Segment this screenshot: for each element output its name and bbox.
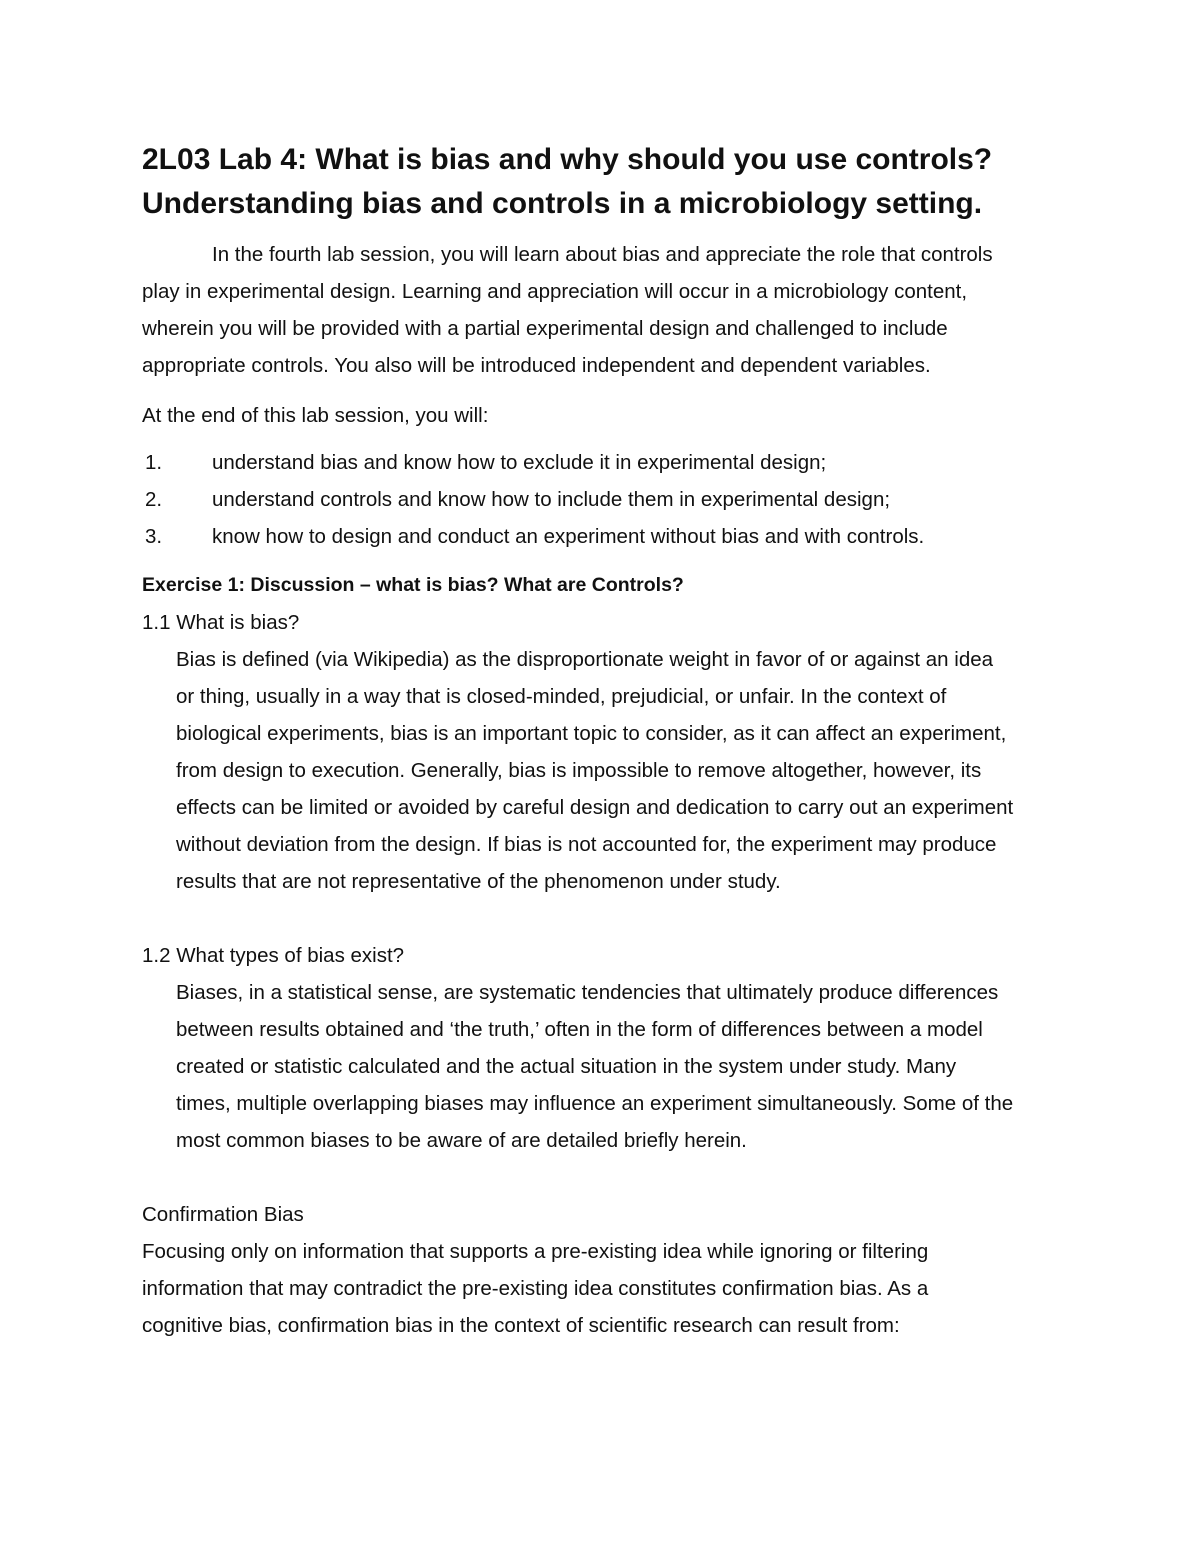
subsection-heading: Confirmation Bias [142,1203,304,1226]
title-line-1: 2L03 Lab 4: What is bias and why should you use controls? [142,143,993,176]
intro-line: appropriate controls. You also will be introduced independent and dependent variables. [142,354,931,377]
question-heading: 1.2 What types of bias exist? [142,944,405,967]
section-confirmation-bias [142,1196,1072,1344]
answer-line: results that are not representative of the phenomenon under study. [176,870,781,893]
section-types-of-bias [142,937,1072,1159]
answer-paragraph [142,641,1072,900]
answer-line: from design to execution. Generally, bias is impossible to remove altogether, however, its [176,759,982,782]
answer-line: biological experiments, bias is an important topic to consider, as it can affect an experiment, [176,722,1007,745]
body-line: Focusing only on information that supports a pre-existing idea while ignoring or filtering [142,1240,929,1263]
body-line: information that may contradict the pre-existing idea constitutes confirmation bias. As a [142,1277,929,1300]
document-title [142,138,1072,226]
list-number: 3. [145,525,163,548]
section-what-is-bias [142,604,1072,900]
spacer [142,900,1072,937]
exercise-heading: Exercise 1: Discussion – what is bias? What are Controls? [142,574,684,596]
list-number: 2. [145,488,163,511]
answer-line: Bias is defined (via Wikipedia) as the disproportionate weight in favor of or against an idea [176,648,994,671]
title-line-2: Understanding bias and controls in a microbiology setting. [142,187,983,220]
objectives-intro-text: At the end of this lab session, you will: [142,404,489,427]
question-heading: 1.1 What is bias? [142,611,300,634]
answer-line: most common biases to be aware of are detailed briefly herein. [176,1129,747,1152]
body-line: cognitive bias, confirmation bias in the context of scientific research can result from: [142,1314,900,1337]
answer-line: times, multiple overlapping biases may influence an experiment simultaneously. Some of the [176,1092,1014,1115]
spacer [142,1159,1072,1196]
list-item [142,518,1072,555]
intro-line: In the fourth lab session, you will learn about bias and appreciate the role that controls [212,243,993,266]
list-item [142,444,1072,481]
answer-line: between results obtained and ‘the truth,’ often in the form of differences between a model [176,1018,983,1041]
list-item [142,481,1072,518]
answer-line: or thing, usually in a way that is closed-minded, prejudicial, or unfair. In the context of [176,685,947,708]
answer-line: effects can be limited or avoided by careful design and dedication to carry out an experiment [176,796,1014,819]
answer-line: without deviation from the design. If bias is not accounted for, the experiment may produce [176,833,997,856]
answer-line: Biases, in a statistical sense, are systematic tendencies that ultimately produce differences [176,981,999,1004]
list-text: understand controls and know how to include them in experimental design; [212,488,891,511]
list-number: 1. [145,451,163,474]
objectives-intro [142,397,1072,434]
answer-paragraph [142,974,1072,1159]
list-text: know how to design and conduct an experiment without bias and with controls. [212,525,925,548]
list-text: understand bias and know how to exclude it in experimental design; [212,451,827,474]
intro-line: play in experimental design. Learning and appreciation will occur in a microbiology content, [142,280,968,303]
intro-paragraph [142,236,1072,384]
objectives-list [142,444,1072,555]
answer-line: created or statistic calculated and the actual situation in the system under study. Many [176,1055,957,1078]
document-page [142,138,1072,1344]
intro-line: wherein you will be provided with a partial experimental design and challenged to include [142,317,948,340]
